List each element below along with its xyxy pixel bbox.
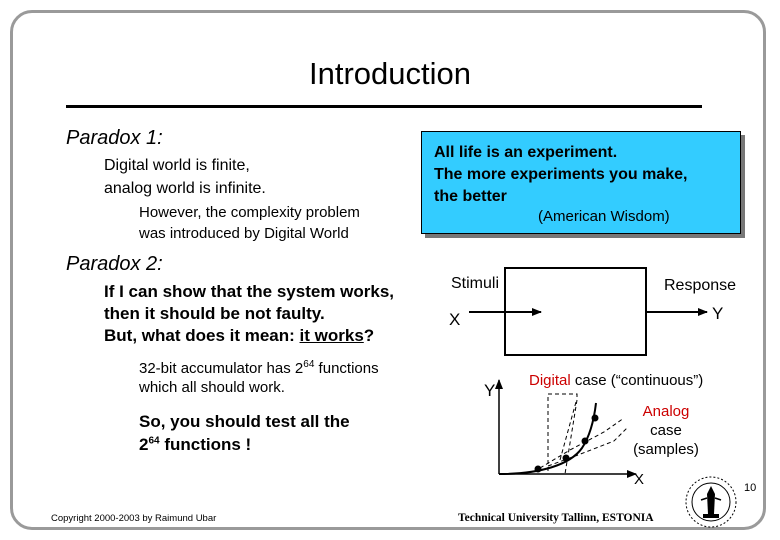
analog-line1: Analog xyxy=(642,403,690,420)
digital-dashed-line xyxy=(560,402,576,460)
response-label: Response xyxy=(664,277,737,294)
digital-word: Digital xyxy=(529,372,571,389)
test-exponent: 64 xyxy=(148,435,160,447)
sample-point xyxy=(535,466,542,473)
sample-point xyxy=(563,455,570,462)
paradox2-line1: If I can show that the system works, xyxy=(104,282,395,301)
paradox1-sub1: However, the complexity problem xyxy=(139,204,360,221)
paradox2-line3-suffix: ? xyxy=(363,326,375,345)
accumulator-line2: which all should work. xyxy=(139,379,285,396)
graph-y-label: Y xyxy=(484,381,496,400)
university-seal-icon xyxy=(683,474,739,530)
accumulator-base: 32-bit accumulator has 2 xyxy=(139,360,304,377)
slide-title: Introduction xyxy=(309,56,471,91)
paradox1-heading: Paradox 1: xyxy=(66,127,163,149)
stimuli-label: Stimuli xyxy=(451,275,500,292)
university-text: Technical University Tallinn, ESTONIA xyxy=(458,512,654,524)
analog-dashed-line-1 xyxy=(540,418,624,468)
graph-x-label: X xyxy=(634,471,645,488)
quote-line3: the better xyxy=(434,188,507,205)
it-works-text: it works xyxy=(299,326,364,345)
input-x-label: X xyxy=(449,310,461,329)
test-rest: functions ! xyxy=(159,435,252,454)
analog-line2: case xyxy=(650,422,682,439)
paradox1-sub2: was introduced by Digital World xyxy=(139,225,349,242)
sample-point xyxy=(582,438,589,445)
sample-point xyxy=(592,415,599,422)
quote-line2: The more experiments you make, xyxy=(434,166,688,183)
paradox1-line2: analog world is infinite. xyxy=(104,180,266,197)
digital-case-label xyxy=(529,370,703,391)
paradox1-line1: Digital world is finite, xyxy=(104,157,250,174)
test-line1: So, you should test all the xyxy=(139,412,350,431)
test-base: 2 xyxy=(139,435,149,454)
accumulator-rest: functions xyxy=(314,360,379,377)
paradox2-line2: then it should be not faulty. xyxy=(104,304,325,323)
output-y-label: Y xyxy=(712,304,724,323)
analog-dashed-line-2 xyxy=(548,427,628,466)
copyright-text: Copyright 2000-2003 by Raimund Ubar xyxy=(51,513,217,524)
paradox2-line3-prefix: But, what does it mean: xyxy=(104,326,300,345)
quote-line1: All life is an experiment. xyxy=(434,144,618,161)
paradox2-heading: Paradox 2: xyxy=(66,253,163,275)
quote-attribution: (American Wisdom) xyxy=(538,208,670,225)
accumulator-exponent: 64 xyxy=(303,359,315,370)
page-number: 10 xyxy=(744,482,757,494)
digital-case-rest: case (“continuous”) xyxy=(570,372,704,389)
analog-line3: (samples) xyxy=(633,441,699,458)
